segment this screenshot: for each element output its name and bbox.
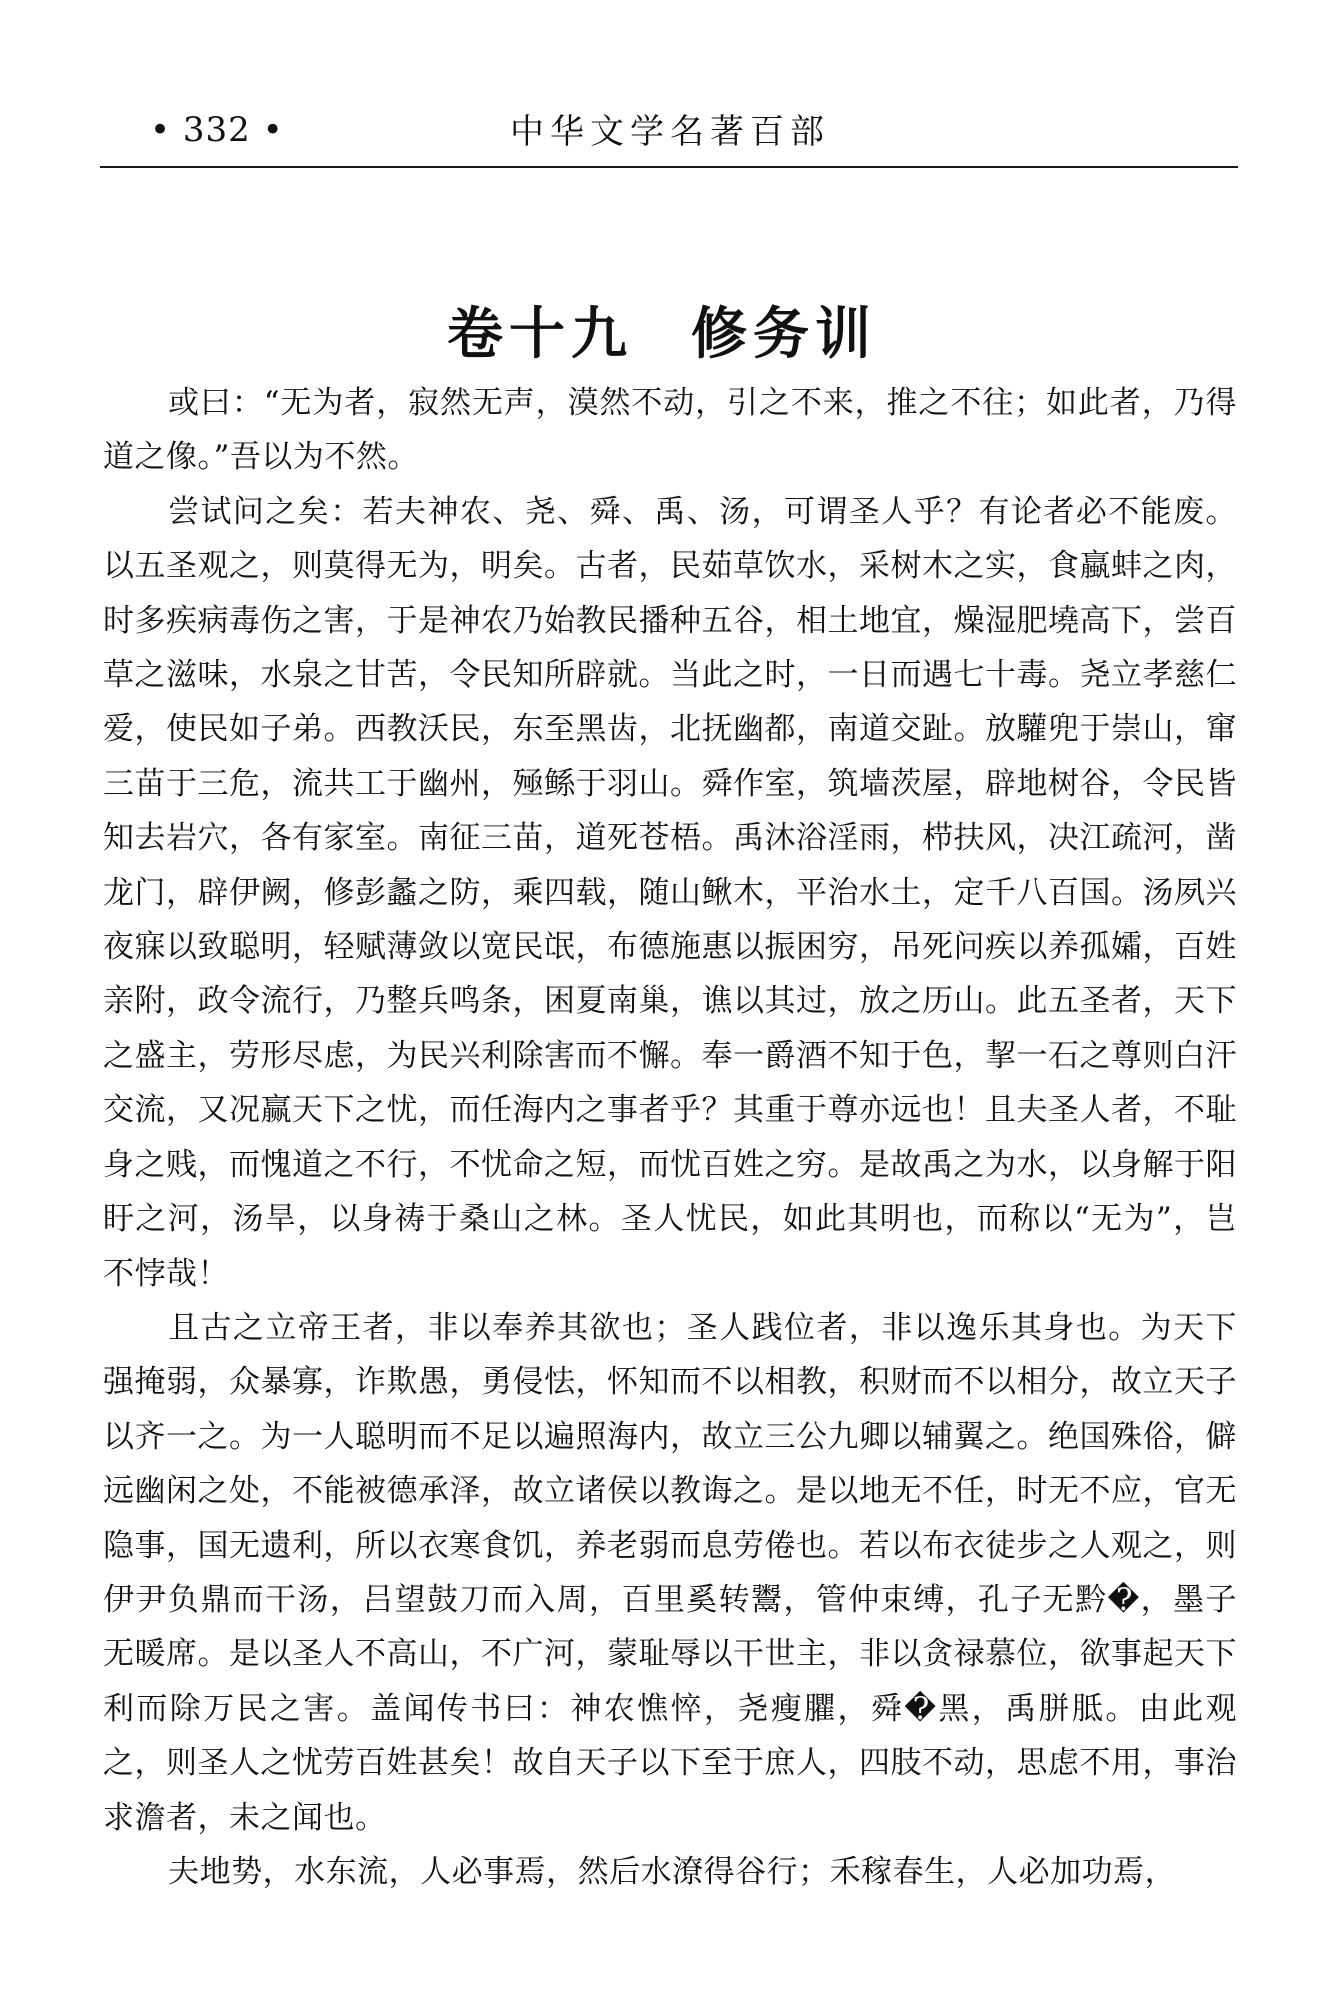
page-number: • 332 • <box>150 110 284 150</box>
body-text <box>103 376 1237 1899</box>
chapter-name: 修务训 <box>691 301 877 367</box>
paragraph: 或曰：“无为者，寂然无声，漠然不动，引之不来，推之不往；如此者，乃得道之像。”吾以为不然。 <box>103 385 1237 476</box>
page-header <box>100 108 1238 168</box>
chapter-title <box>0 300 1324 370</box>
paragraph: 且古之立帝王者，非以奉养其欲也；圣人践位者，非以逸乐其身也。为天下强掩弱，众暴寡，诈欺愚，勇侵怯，怀知而不以相教，积财而不以相分，故立天子以齐一之。为一人聪明而不足以遍照海内，故立三公九卿以辅翼之。绝国殊俗，僻远幽闲之处，不能被德承泽，故立诸侯以教诲之。是以地无不任，时无不应，官无隐事，国无遗利，所以衣寒食饥，养老弱而息劳倦也。若以布衣徒步之人观之，则伊尹负鼎而干汤，吕望鼓刀而入周，百里奚转鬻，管仲束缚，孔子无黔�，墨子无暖席。是以圣人不高山，不广河，蒙耻辱以干世主，非以贪禄慕位，欲事起天下利而除万民之害。盖闻传书曰：神农憔悴，尧瘦臞，舜�黑，禹胼胝。由此观之，则圣人之忧劳百姓甚矣！故自天子以下至于庶人，四肢不动，思虑不用，事治求澹者，未之闻也。 <box>103 1309 1237 1836</box>
running-title: 中华文学名著百部 <box>510 112 830 152</box>
chapter-volume: 卷十九 <box>447 301 633 367</box>
paragraph: 尝试问之矣：若夫神农、尧、舜、禹、汤，可谓圣人乎？有论者必不能废。以五圣观之，则莫得无为，明矣。古者，民茹草饮水，采树木之实，食蠃蚌之肉，时多疾病毒伤之害，于是神农乃始教民播种五谷，相土地宜，燥湿肥墝高下，尝百草之滋味，水泉之甘苦，令民知所辟就。当此之时，一日而遇七十毒。尧立孝慈仁爱，使民如子弟。西教沃民，东至黑齿，北抚幽都，南道交趾。放驩兜于崇山，窜三苗于三危，流共工于幽州，殛鲧于羽山。舜作室，筑墙茨屋，辟地树谷，令民皆知去岩穴，各有家室。南征三苗，道死苍梧。禹沐浴淫雨，栉扶风，决江疏河，凿龙门，辟伊阙，修彭蠡之防，乘四载，随山鳅木，平治水土，定千八百国。汤夙兴夜寐以致聪明，轻赋薄敛以宽民氓，布德施惠以振困穷，吊死问疾以养孤孀，百姓亲附，政令流行，乃整兵鸣条，困夏南巢，谯以其过，放之历山。此五圣者，天下之盛主，劳形尽虑，为民兴利除害而不懈。奉一爵酒不知于色，挈一石之尊则白汗交流，又况赢天下之忧，而任海内之事者乎？其重于尊亦远也！且夫圣人者，不耻身之贱，而愧道之不行，不忧命之短，而忧百姓之穷。是故禹之为水，以身解于阳盱之河，汤旱，以身祷于桑山之林。圣人忧民，如此其明也，而称以“无为”，岂不悖哉！ <box>103 493 1237 1292</box>
paragraph: 夫地势，水东流，人必事焉，然后水潦得谷行；禾稼春生，人必加功焉， <box>168 1853 1177 1890</box>
